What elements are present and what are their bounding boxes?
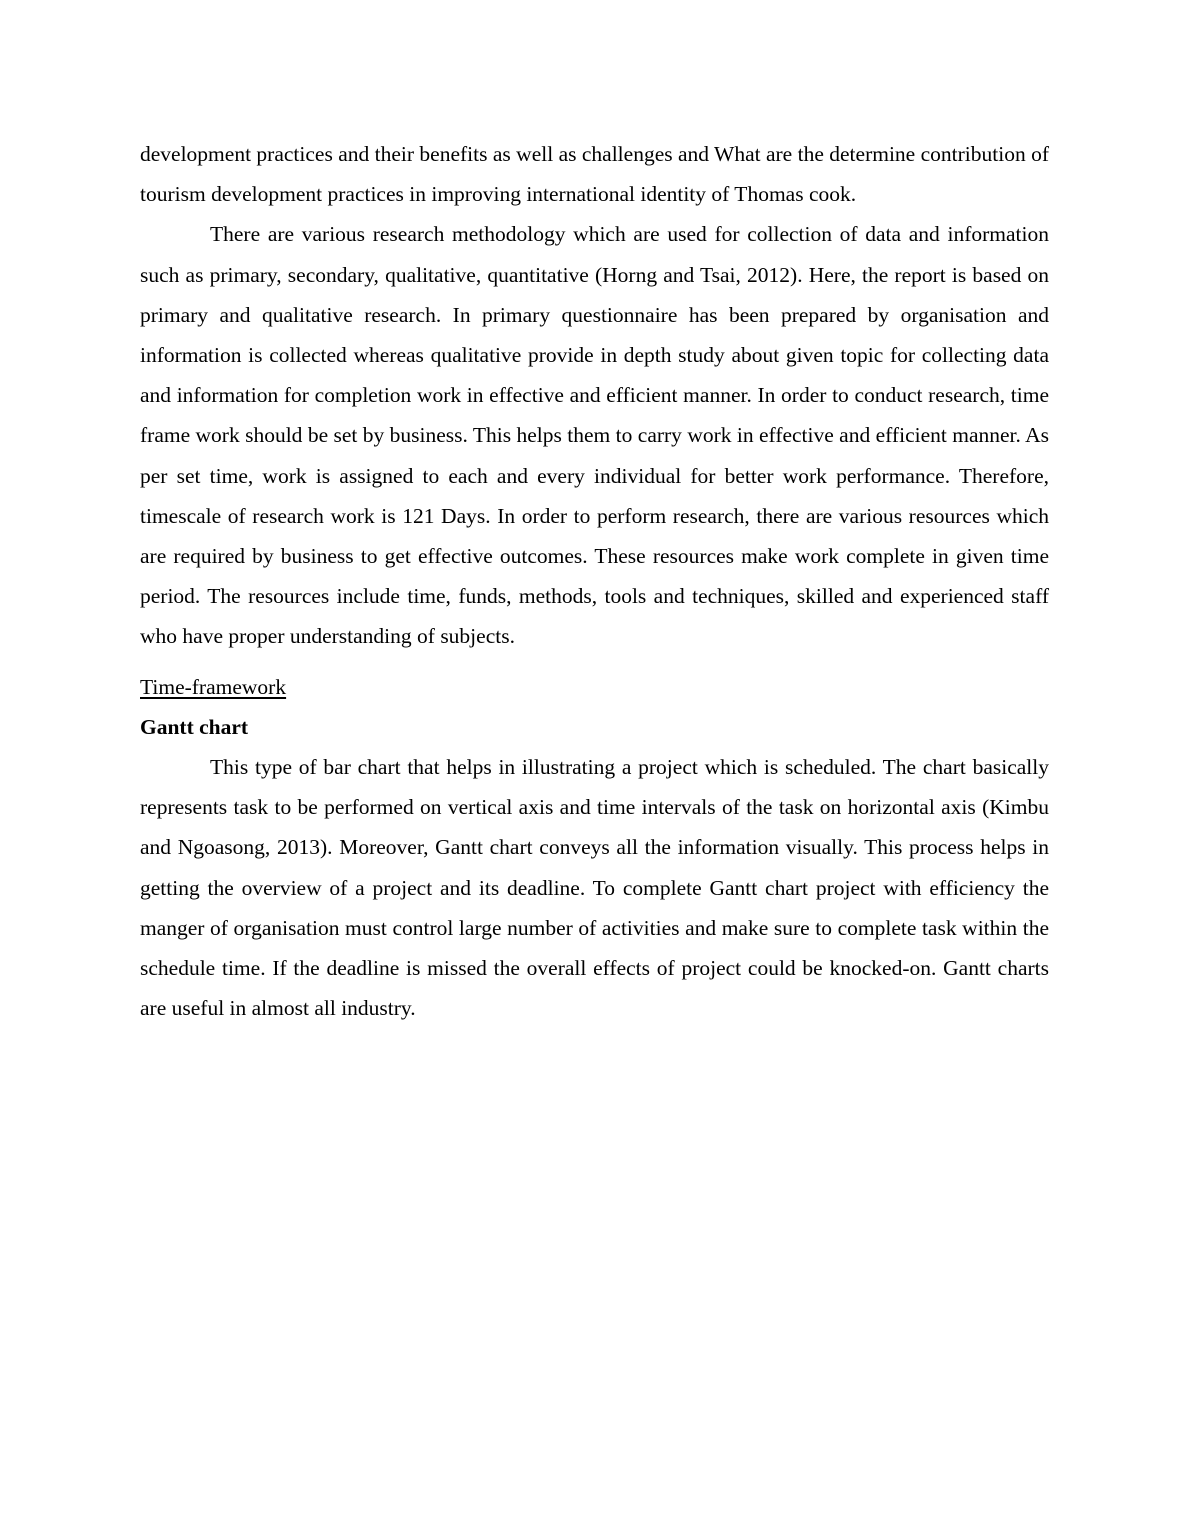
subheading-gantt-chart: Gantt chart	[140, 714, 249, 739]
section-heading-time-framework: Time-framework	[140, 674, 287, 699]
document-body	[140, 134, 1049, 1028]
paragraph-continuation: development practices and their benefits as well as challenges and What are the determine contribution of tourism development practices in improving international identity of Thomas cook.	[140, 142, 1049, 207]
paragraph-gantt-chart: This type of bar chart that helps in illustrating a project which is scheduled. The chart basically represents task to be performed on vertical axis and time intervals of the task on horizontal axis (Kimbu and Ngoasong, 2013). Moreover, Gantt chart conveys all the information visually. This process helps in getting the overview of a project and its deadline. To complete Gantt chart project with efficiency the manger of organisation must control large number of activities and make sure to complete task within the schedule time. If the deadline is missed the overall effects of project could be knocked-on. Gantt charts are useful in almost all industry.	[140, 755, 1049, 1021]
paragraph-research-methodology: There are various research methodology which are used for collection of data and information such as primary, secondary, qualitative, quantitative (Horng and Tsai, 2012). Here, the report is based on primary and qualitative research. In primary questionnaire has been prepared by organisation and information is collected whereas qualitative provide in depth study about given topic for collecting data and information for completion work in effective and efficient manner. In order to conduct research, time frame work should be set by business. This helps them to carry work in effective and efficient manner. As per set time, work is assigned to each and every individual for better work performance. Therefore, timescale of research work is 121 Days. In order to perform research, there are various resources which are required by business to get effective outcomes. These resources make work complete in given time period. The resources include time, funds, methods, tools and techniques, skilled and experienced staff who have proper understanding of subjects.	[140, 222, 1049, 649]
